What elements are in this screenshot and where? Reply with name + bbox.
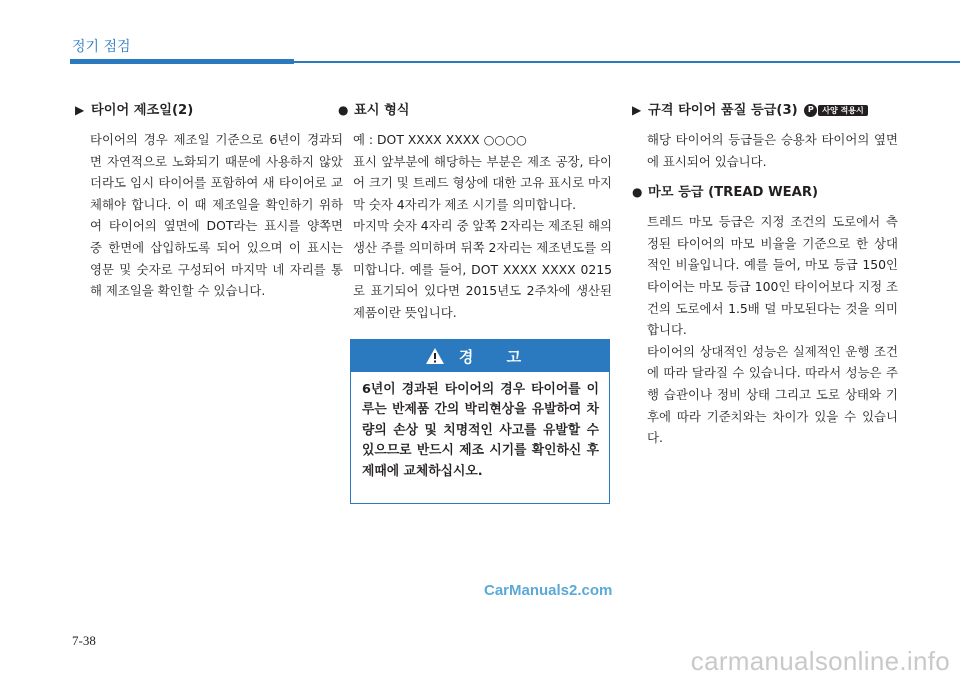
heading-tread-wear (632, 182, 898, 203)
warning-box (350, 339, 610, 504)
column-left (75, 100, 343, 302)
badge-text: 사양 적용시 (818, 105, 867, 116)
warning-header (351, 340, 609, 372)
header-rule-thick (70, 59, 294, 64)
bullet-circle-icon: ● (632, 185, 643, 200)
body-text (647, 211, 898, 449)
warning-title: 경 고 (458, 347, 536, 366)
triangle-right-icon: ▶ (632, 103, 642, 117)
paragraph: 마지막 숫자 4자리 중 앞쪽 2자리는 제조된 해의 생산 주를 의미하며 뒤쪽 2자리는 제조년도를 의미합니다. 예를 들어, DOT XXXX XXXX 0215로 표기되어 있다면 2015년도 2주차에 생산된 제품이란 뜻입니다. (353, 218, 612, 320)
heading-tire-quality-grade (632, 100, 898, 121)
section-title: 정기 점검 (72, 39, 131, 55)
footer-watermark: carmanualsonline.info (690, 646, 950, 676)
body-text (647, 129, 898, 172)
paragraph: 표시 앞부분에 해당하는 부분은 제조 공장, 타이어 크기 및 트레드 형상에 대한 고유 표시로 마지막 숫자 4자리가 제조 시기를 의미합니다. (353, 153, 612, 212)
paragraph: 해당 타이어의 등급들은 승용차 타이어의 옆면에 표시되어 있습니다. (647, 132, 898, 169)
heading-display-format (338, 100, 612, 121)
warning-text: 6년이 경과된 타이어의 경우 타이어를 이루는 반제품 간의 박리현상을 유발하여 차량의 손상 및 치명적인 사고를 유발할 수 있으므로 반드시 제조 시기를 확인하신 후 제때에 교체하십시오. (362, 382, 599, 479)
spacer (632, 172, 898, 182)
body-text (353, 129, 612, 323)
warning-triangle-icon (425, 347, 445, 365)
page-number: 7-38 (72, 633, 96, 648)
heading-text: 규격 타이어 품질 등급(3) (648, 103, 798, 118)
watermark-link[interactable]: CarManuals2.com (484, 582, 613, 599)
paragraph: 타이어의 상대적인 성능은 실제적인 운행 조건에 따라 달라질 수 있습니다. 따라서 성능은 주행 습관이나 정비 상태 그리고 도로 상태와 기후에 따라 기준치와는 차이가 있을 수 있습니다. (647, 343, 898, 446)
paragraph: 타이어의 경우 제조일 기준으로 6년이 경과되면 자연적으로 노화되기 때문에 사용하지 않았더라도 임시 타이어를 포함하여 새 타이어로 교체해야 합니다. 이 때 제조일을 확인하기 위하여 타이어의 옆면에 DOT라는 표시를 양쪽면 중 한면에 삽입하도록 되어 있으며 이 표시는 영문 및 숫자로 구성되어 마지막 네 자리를 통해 제조일을 확인할 수 있습니다. (90, 132, 343, 299)
triangle-right-icon: ▶ (75, 103, 85, 117)
heading-tire-manufacture-date (75, 100, 343, 121)
column-right (632, 100, 898, 449)
header-rule-thin (294, 61, 960, 63)
badge-circle: P (804, 104, 817, 117)
paragraph: 트레드 마모 등급은 지정 조건의 도로에서 측정된 타이어의 마모 비율을 기준으로 한 상대적인 비율입니다. 예를 들어, 마모 등급 150인 타이어는 마모 등급 100인 타이어보다 지정 조건의 도로에서 1.5배 덜 마모된다는 것을 의미합니다. (647, 214, 898, 338)
column-middle (338, 100, 612, 323)
body-text (90, 129, 343, 302)
heading-text: 표시 형식 (354, 103, 410, 118)
option-badge (804, 103, 867, 117)
heading-text: 마모 등급 (TREAD WEAR) (648, 185, 819, 201)
bullet-circle-icon: ● (338, 103, 349, 117)
example-line: 예 : DOT XXXX XXXX ○○○○ (353, 132, 527, 147)
heading-text: 타이어 제조일(2) (91, 103, 194, 118)
